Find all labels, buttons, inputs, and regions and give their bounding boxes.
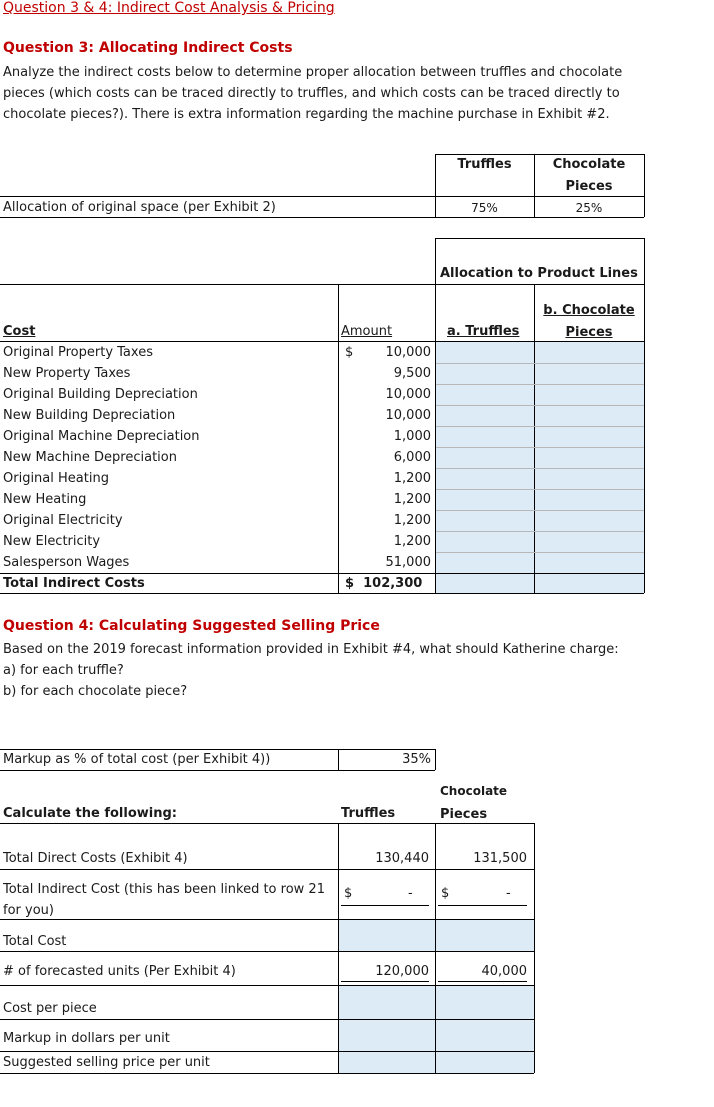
markup-dollars-truffles-input[interactable] <box>339 1020 435 1051</box>
choc-header-2: Pieces <box>565 325 613 340</box>
cost-row-amount: 9,500 <box>393 366 431 381</box>
total-indirect-label: Total Indirect Costs <box>3 576 145 591</box>
cost-row-amount: 1,200 <box>393 534 431 549</box>
q4-heading: Question 4: Calculating Suggested Selling Price <box>3 618 380 634</box>
cost-row-label: New Building Depreciation <box>3 408 176 423</box>
cost-row-amount: 6,000 <box>393 450 431 465</box>
cost-row-label: Original Building Depreciation <box>3 387 198 402</box>
truffles-header: a. Truffles <box>447 324 520 339</box>
amount-header: Amount <box>341 324 393 339</box>
total-cost-truffles-input[interactable] <box>339 920 435 951</box>
indirect-cost-label-line: for you) <box>3 903 54 918</box>
alloc-truffles-header: Truffles <box>457 157 512 172</box>
cost-row-label: Original Machine Depreciation <box>3 429 200 444</box>
alloc-row-label: Allocation of original space (per Exhibit 2) <box>3 200 276 215</box>
input-gridline <box>436 384 644 385</box>
alloc-choc-pct: 25% <box>575 201 603 215</box>
q4-paragraph <box>3 639 619 702</box>
cost-row-label: New Electricity <box>3 534 101 549</box>
markup-dollars-label: Markup in dollars per unit <box>3 1031 170 1046</box>
total-cost-label: Total Cost <box>3 934 67 949</box>
units-truffles: 120,000 <box>375 964 429 979</box>
q3-paragraph <box>3 62 622 125</box>
input-gridline <box>436 510 644 511</box>
indirect-choc-symbol: $ <box>441 886 450 901</box>
alloc-choc-header-1: Chocolate <box>552 157 626 172</box>
selling-price-choc-input[interactable] <box>436 1052 534 1073</box>
cost-header: Cost <box>3 324 36 339</box>
q4-para-line: b) for each chocolate piece? <box>3 684 188 699</box>
alloc-choc-header-2: Pieces <box>565 179 613 194</box>
cost-row-amount: 51,000 <box>385 555 431 570</box>
q3-heading: Question 3: Allocating Indirect Costs <box>3 40 293 56</box>
indirect-cost-label-line: Total Indirect Cost (this has been linked to row 21 <box>3 882 325 897</box>
markup-label: Markup as % of total cost (per Exhibit 4)) <box>3 752 271 767</box>
direct-costs-truffles: 130,440 <box>375 851 429 866</box>
input-gridline <box>436 426 644 427</box>
q4-para-line: Based on the 2019 forecast information provided in Exhibit #4, what should Katherine charge: <box>3 642 619 657</box>
calc-header: Calculate the following: <box>3 806 177 821</box>
cost-row-label: Salesperson Wages <box>3 555 130 570</box>
cost-row-label: New Heating <box>3 492 87 507</box>
calc-truffles-header: Truffles <box>341 806 396 821</box>
q3-para-line: pieces (which costs can be traced directly to truffles, and which costs can be traced directly to <box>3 86 620 101</box>
calc-choc-header-1: Chocolate <box>440 786 508 795</box>
cost-row-amount: 10,000 <box>385 387 431 402</box>
cost-row-label: Original Electricity <box>3 513 123 528</box>
input-gridline <box>436 552 644 553</box>
cost-row-amount: 1,200 <box>393 471 431 486</box>
indirect-choc-value: - <box>506 886 511 901</box>
direct-costs-choc: 131,500 <box>473 851 527 866</box>
q4-para-line: a) for each truffle? <box>3 663 124 678</box>
input-gridline <box>436 468 644 469</box>
choc-header-1: b. Chocolate <box>543 303 635 318</box>
cost-piece-label: Cost per piece <box>3 1001 97 1016</box>
page-title: Question 3 & 4: Indirect Cost Analysis & Pricing <box>3 0 335 16</box>
cost-row-amount: 1,000 <box>393 429 431 444</box>
q3-para-line: chocolate pieces?). There is extra information regarding the machine purchase in Exhibit #2. <box>3 107 610 122</box>
alloc-truffles-pct: 75% <box>471 201 498 215</box>
indirect-cost-label <box>3 879 325 921</box>
input-gridline <box>436 531 644 532</box>
input-gridline <box>436 405 644 406</box>
cost-row-label: Original Property Taxes <box>3 345 153 360</box>
cost-piece-truffles-input[interactable] <box>339 986 435 1019</box>
total-cost-choc-input[interactable] <box>436 920 534 951</box>
cost-row-amount: 1,200 <box>393 513 431 528</box>
input-gridline <box>436 363 644 364</box>
input-gridline <box>436 447 644 448</box>
selling-price-label: Suggested selling price per unit <box>3 1055 210 1070</box>
indirect-truffles-value: - <box>408 886 413 901</box>
allocation-group-header: Allocation to Product Lines <box>440 266 638 281</box>
cost-row-amount: 10,000 <box>385 408 431 423</box>
q3-para-line: Analyze the indirect costs below to determine proper allocation between truffles and chocolate <box>3 65 623 80</box>
input-gridline <box>436 489 644 490</box>
direct-costs-label: Total Direct Costs (Exhibit 4) <box>3 851 188 866</box>
indirect-truffles-symbol: $ <box>344 886 353 901</box>
cost-row-amount: 1,200 <box>393 492 431 507</box>
dollar-sign: $ <box>345 345 354 360</box>
cost-piece-choc-input[interactable] <box>436 986 534 1019</box>
units-choc: 40,000 <box>481 964 527 979</box>
markup-value[interactable]: 35% <box>402 752 431 767</box>
units-label: # of forecasted units (Per Exhibit 4) <box>3 964 236 979</box>
cost-row-amount: 10,000 <box>385 345 431 360</box>
selling-price-truffles-input[interactable] <box>339 1052 435 1073</box>
cost-row-label: New Property Taxes <box>3 366 131 381</box>
markup-dollars-choc-input[interactable] <box>436 1020 534 1051</box>
cost-row-label: Original Heating <box>3 471 109 486</box>
total-indirect-amount: $ 102,300 <box>345 576 423 591</box>
calc-choc-header-2: Pieces <box>440 807 488 822</box>
cost-row-label: New Machine Depreciation <box>3 450 177 465</box>
